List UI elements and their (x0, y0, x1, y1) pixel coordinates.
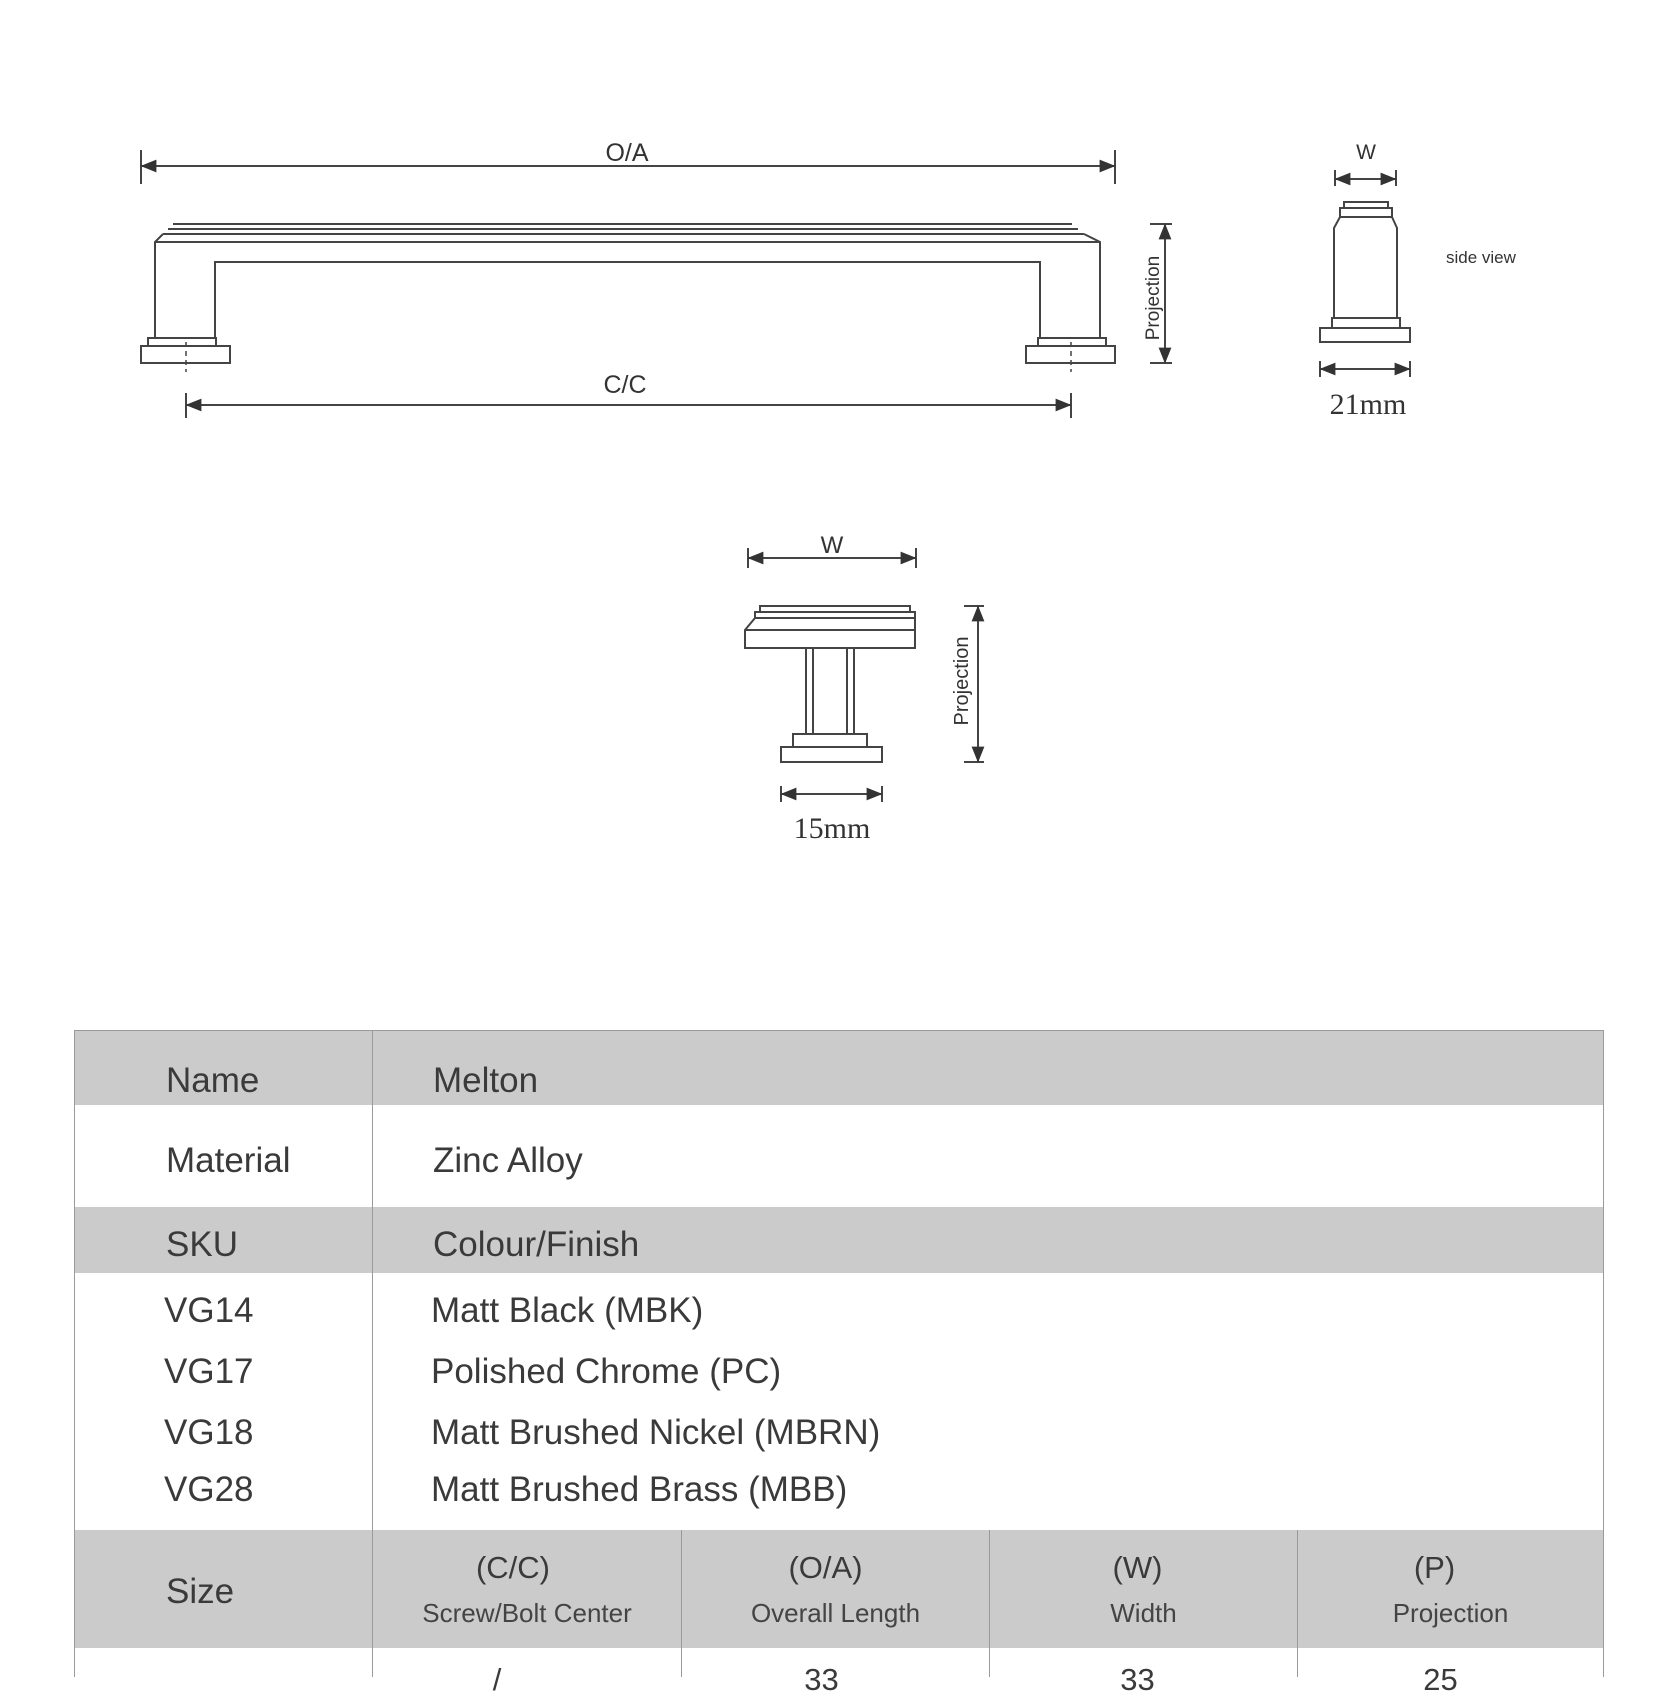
size-value-row (75, 1648, 1603, 1697)
knob-front-view (745, 606, 915, 762)
side-w-label: W (1356, 141, 1376, 164)
size-col-w (990, 1530, 1297, 1648)
knob-base-dimension (781, 786, 882, 802)
name-label: Name (166, 1061, 260, 1100)
material-value: Zinc Alloy (433, 1141, 583, 1180)
material-label: Material (166, 1141, 291, 1180)
sku-code: VG28 (164, 1470, 254, 1509)
material-row (75, 1105, 1603, 1207)
cc-label: C/C (603, 371, 647, 399)
size-value: 33 (804, 1662, 839, 1697)
col-divider (372, 1530, 373, 1677)
name-value: Melton (433, 1061, 539, 1100)
sku-finish: Matt Brushed Brass (MBB) (431, 1470, 848, 1509)
sku-header: SKU (166, 1225, 238, 1264)
size-col-p (1298, 1530, 1603, 1648)
knob-base-dim-label: 15mm (793, 812, 871, 845)
size-col-code: (C/C) (475, 1550, 551, 1585)
size-label: Size (166, 1572, 235, 1611)
size-col-desc: Width (1110, 1598, 1177, 1628)
size-col-oa (682, 1530, 989, 1648)
knob-projection-label: Projection (951, 636, 973, 726)
size-value: 33 (1120, 1662, 1155, 1697)
size-col-code: (P) (1413, 1550, 1456, 1585)
size-value-cc (373, 1648, 681, 1697)
sku-header-row (75, 1207, 1603, 1273)
name-row (75, 1031, 1603, 1105)
col-divider (372, 1031, 373, 1530)
oa-label: O/A (605, 139, 649, 167)
sku-list (75, 1273, 1603, 1530)
size-col-desc: Screw/Bolt Center (422, 1598, 632, 1628)
sku-finish: Matt Brushed Nickel (MBRN) (431, 1413, 881, 1452)
col-divider (681, 1530, 682, 1677)
size-value-oa (682, 1648, 989, 1697)
knob-w-label: W (820, 532, 844, 559)
size-value: 25 (1423, 1662, 1458, 1697)
side-w-dimension (1335, 170, 1396, 186)
sku-code: VG14 (164, 1291, 254, 1330)
size-col-code: (O/A) (788, 1550, 863, 1585)
sku-code: VG17 (164, 1352, 254, 1391)
sku-finish: Matt Black (MBK) (431, 1291, 704, 1330)
finish-header: Colour/Finish (433, 1225, 640, 1264)
handle-projection-label: Projection (1143, 255, 1164, 341)
sku-code: VG18 (164, 1413, 254, 1452)
size-value-p (1298, 1648, 1603, 1697)
side-view-label: side view (1446, 248, 1516, 267)
size-col-desc: Overall Length (750, 1598, 921, 1628)
handle-front-view (141, 224, 1115, 372)
size-value: / (492, 1662, 502, 1697)
side-base-dimension (1320, 361, 1410, 377)
size-header-row (75, 1530, 1603, 1648)
spec-table (74, 1030, 1604, 1697)
col-divider (989, 1530, 990, 1677)
side-base-dim-label: 21mm (1329, 388, 1407, 421)
size-col-desc: Projection (1392, 1598, 1509, 1628)
col-divider (1297, 1530, 1298, 1677)
size-value-w (990, 1648, 1297, 1697)
size-col-code: (W) (1112, 1550, 1163, 1585)
handle-side-view (1320, 202, 1410, 342)
sku-finish: Polished Chrome (PC) (431, 1352, 782, 1391)
size-col-cc (373, 1530, 681, 1648)
